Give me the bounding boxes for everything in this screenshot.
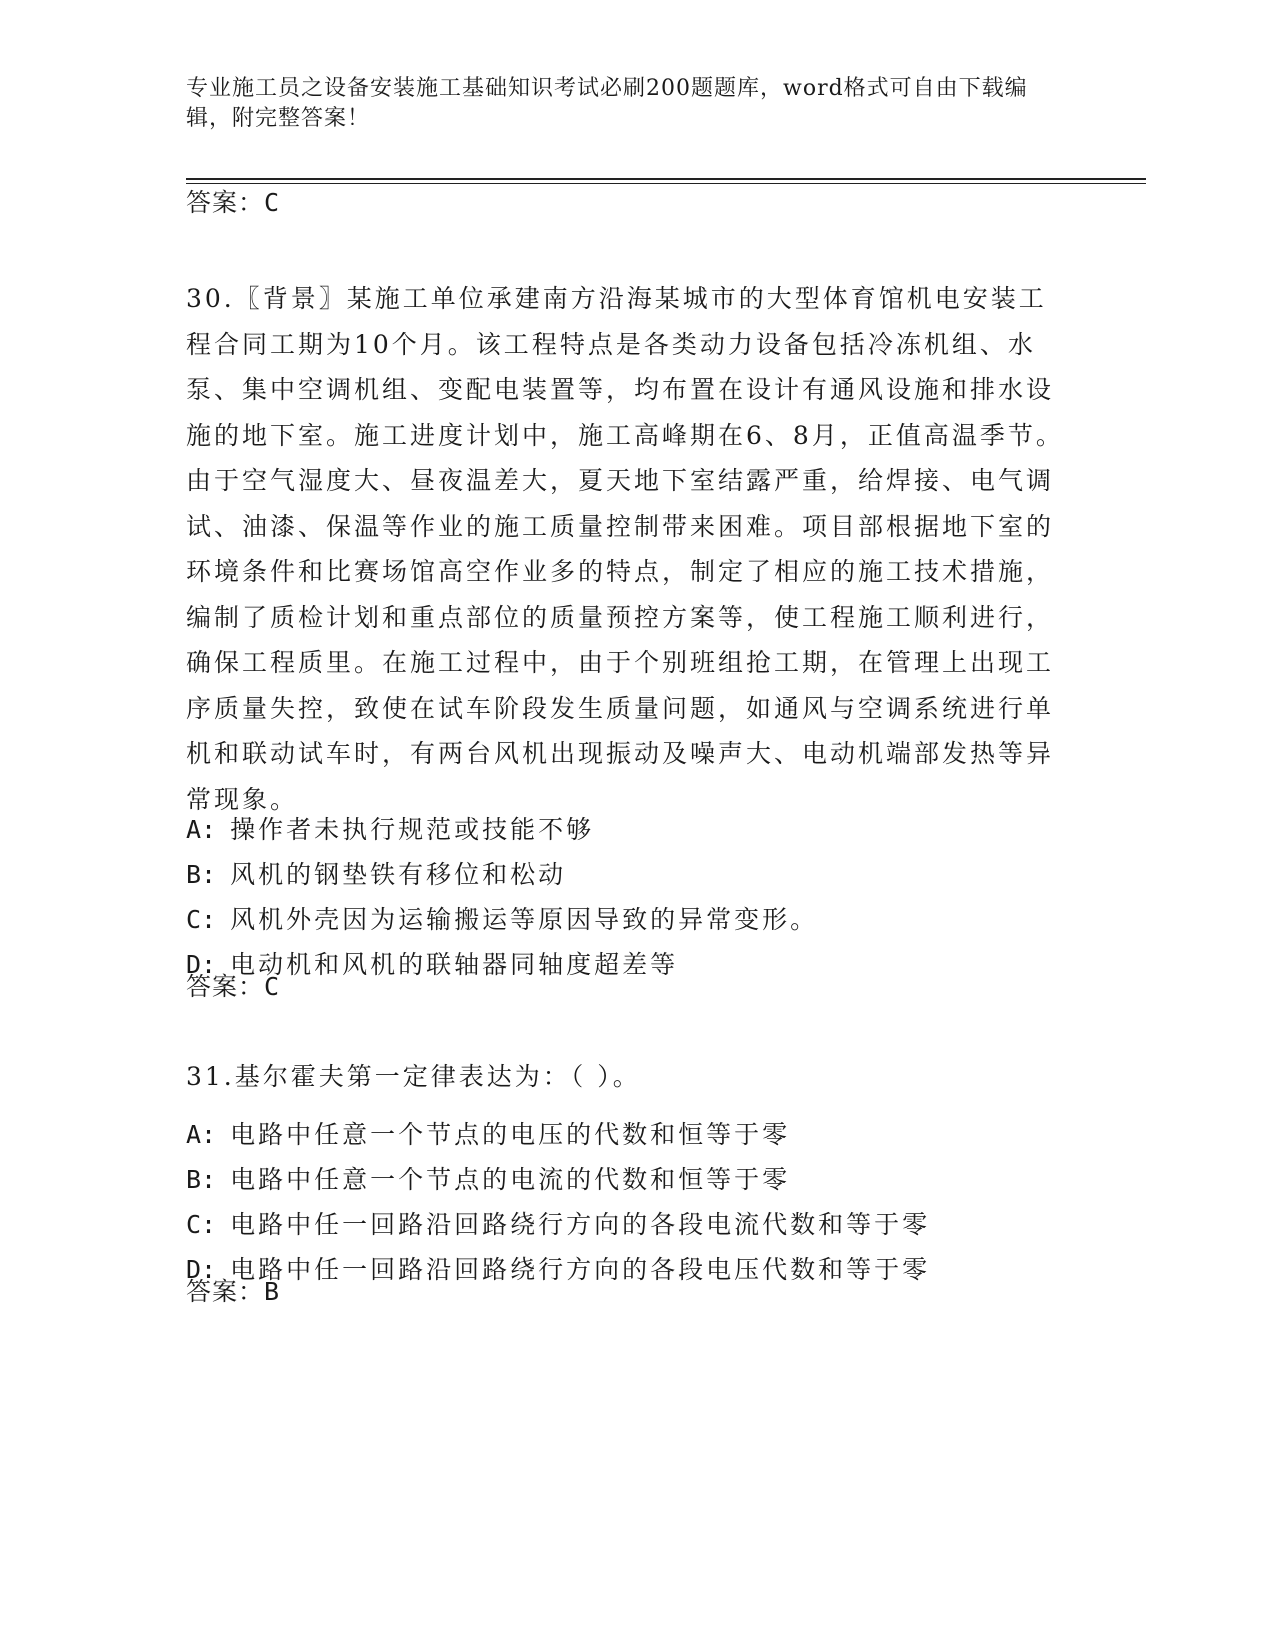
- question-31-answer: [186, 1277, 280, 1307]
- header-divider-thin: [186, 183, 1146, 184]
- question-30-options: [186, 807, 1086, 987]
- option-key: C:: [186, 1210, 217, 1239]
- option-a: [186, 807, 1086, 852]
- question-30-text: 30.〖背景〗某施工单位承建南方沿海某城市的大型体育馆机电安装工程合同工期为10个月。该工程特点是各类动力设备包括冷冻机组、水泵、集中空调机组、变配电装置等，均布置在设计有通风设施和排水设施的地下室。施工进度计划中，施工高峰期在6、8月，正值高温季节。由于空气湿度大、昼夜温差大，夏天地下室结露严重，给焊接、电气调试、油漆、保温等作业的施工质量控制带来困难。项目部根据地下室的环境条件和比赛场馆高空作业多的特点，制定了相应的施工技术措施，编制了质检计划和重点部位的质量预控方案等，使工程施工顺利进行，确保工程质里。在施工过程中，由于个别班组抢工期，在管理上出现工序质量失控，致使在试车阶段发生质量问题，如通风与空调系统进行单机和联动试车时，有两台风机出现振动及噪声大、电动机端部发热等异常现象。: [186, 284, 1064, 814]
- answer-value: C: [264, 188, 281, 217]
- option-b: [186, 852, 1086, 897]
- answer-value: C: [264, 972, 281, 1001]
- header-divider-thick: [186, 178, 1146, 180]
- option-text: 操作者未执行规范或技能不够: [230, 815, 595, 844]
- option-key: B:: [186, 860, 217, 889]
- answer-label: 答案：: [186, 1277, 265, 1306]
- option-text: 风机的钢垫铁有移位和松动: [230, 860, 567, 889]
- question-31-text: 31.基尔霍夫第一定律表达为：（ ）。: [186, 1062, 641, 1091]
- previous-answer: [186, 188, 280, 218]
- answer-label: 答案：: [186, 188, 265, 217]
- option-text: 电路中任一回路沿回路绕行方向的各段电压代数和等于零: [230, 1255, 931, 1284]
- option-d: [186, 942, 1086, 987]
- option-key: C:: [186, 905, 217, 934]
- option-d: [186, 1247, 1086, 1292]
- option-text: 电路中任意一个节点的电压的代数和恒等于零: [230, 1120, 791, 1149]
- option-text: 风机外壳因为运输搬运等原因导致的异常变形。: [230, 905, 819, 934]
- answer-value: B: [264, 1277, 281, 1306]
- option-b: [186, 1157, 1086, 1202]
- page-header-title: 专业施工员之设备安装施工基础知识考试必刷200题题库，word格式可自由下载编辑，附完整答案！: [186, 76, 1028, 131]
- option-text: 电动机和风机的联轴器同轴度超差等: [230, 950, 679, 979]
- option-a: [186, 1112, 1086, 1157]
- answer-label: 答案：: [186, 972, 265, 1001]
- option-key: D:: [186, 950, 217, 979]
- option-text: 电路中任意一个节点的电流的代数和恒等于零: [230, 1165, 791, 1194]
- question-31-options: [186, 1112, 1086, 1292]
- question-30-answer: [186, 972, 280, 1002]
- option-key: A:: [186, 1120, 217, 1149]
- option-c: [186, 1202, 1086, 1247]
- option-text: 电路中任一回路沿回路绕行方向的各段电流代数和等于零: [230, 1210, 931, 1239]
- option-key: D:: [186, 1255, 217, 1284]
- option-c: [186, 897, 1086, 942]
- option-key: A:: [186, 815, 217, 844]
- option-key: B:: [186, 1165, 217, 1194]
